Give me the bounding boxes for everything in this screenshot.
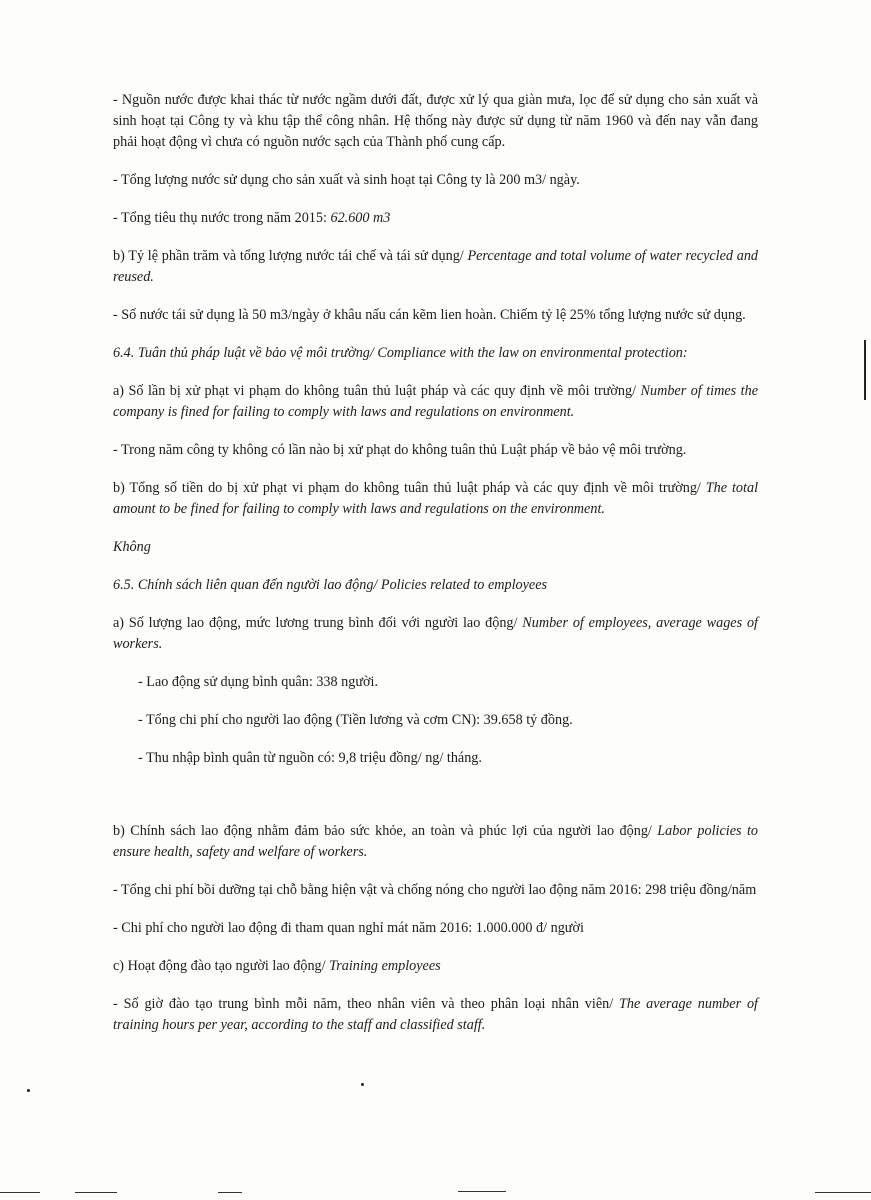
list-item-average-income: - Thu nhập bình quân từ nguồn có: 9,8 triệu đồng/ ng/ tháng. [138,750,482,766]
section-heading-6-5: 6.5. Chính sách liên quan đến người lao động/ Policies related to employees [113,577,548,593]
paragraph-employees-heading: a) Số lượng lao động, mức lương trung bình đối với người lao động/ Number of employees, average wages of workers. [113,615,758,652]
scan-speck [27,1089,30,1092]
paragraph-training-hours: - Số giờ đào tạo trung bình mỗi năm, theo nhân viên và theo phân loại nhân viên/ The average number of training hours per year, according to the staff and classified staff. [113,996,759,1033]
paragraph-allowance-cost: - Tổng chi phí bồi dưỡng tại chỗ bằng hiện vật và chống nóng cho người lao động năm 2016: 298 triệu đồng/năm [113,882,757,898]
scan-bottom-line [815,1192,871,1193]
list-item-total-cost: - Tổng chi phí cho người lao động (Tiền lương và cơm CN): 39.658 tỷ đồng. [138,712,573,728]
scan-bottom-line [458,1191,506,1192]
paragraph-labor-policy-heading: b) Chính sách lao động nhằm đảm bảo sức khỏe, an toàn và phúc lợi của người lao động/ Labor policies to ensure health, safety and welfare of workers. [113,823,758,860]
paragraph-fines-amount-heading: b) Tổng số tiền do bị xử phạt vi phạm do không tuân thủ luật pháp và các quy định về môi trường/ The total amount to be fined for failing to comply with laws and regulations on the environment. [113,480,759,517]
scan-bottom-line [0,1192,40,1193]
list-item-headcount: - Lao động sử dụng bình quân: 338 người. [138,674,379,690]
paragraph-water-consumption: - Tổng tiêu thụ nước trong năm 2015: 62.600 m3 [113,210,391,226]
scan-speck [361,1083,364,1086]
paragraph-fines-count: - Trong năm công ty không có lần nào bị xử phạt do không tuân thủ Luật pháp về bảo vệ môi trường. [113,442,687,458]
paragraph-training-heading: c) Hoạt động đào tạo người lao động/ Training employees [113,958,441,974]
paragraph-recycled-water: - Số nước tái sử dụng là 50 m3/ngày ở khâu nấu cán kẽm lien hoàn. Chiếm tỷ lệ 25% tổng lượng nước sử dụng. [113,307,746,323]
paragraph-vacation-cost: - Chi phí cho người lao động đi tham quan nghỉ mát năm 2016: 1.000.000 đ/ người [113,920,584,936]
scan-edge-mark [864,340,866,400]
paragraph-fines-amount: Không [113,539,151,555]
paragraph-water-source: - Nguồn nước được khai thác từ nước ngầm dưới đất, được xử lý qua giàn mưa, lọc để sử dụng cho sản xuất và sinh hoạt tại Công ty và khu tập thể công nhân. Hệ thống này được sử dụng từ năm 1960 và đến nay vẫn đang phải hoạt động vì chưa có nguồn nước sạch của Thành phố cung cấp. [113,92,758,150]
paragraph-water-volume: - Tổng lượng nước sử dụng cho sản xuất và sinh hoạt tại Công ty là 200 m3/ ngày. [113,172,580,188]
scan-bottom-line [218,1192,242,1193]
paragraph-fines-count-heading: a) Số lần bị xử phạt vi phạm do không tuân thủ luật pháp và các quy định về môi trường/ Number of times the company is fined for failing to comply with laws and regulations on environment. [113,383,758,420]
paragraph-recycled-water-heading: b) Tỷ lệ phần trăm và tổng lượng nước tái chế và tái sử dụng/ Percentage and total volume of water recycled and reused. [113,248,759,285]
section-heading-6-4: 6.4. Tuân thủ pháp luật về bảo vệ môi trường/ Compliance with the law on environmental protection: [113,345,688,361]
document-page [113,90,758,1036]
scan-bottom-line [75,1192,117,1193]
